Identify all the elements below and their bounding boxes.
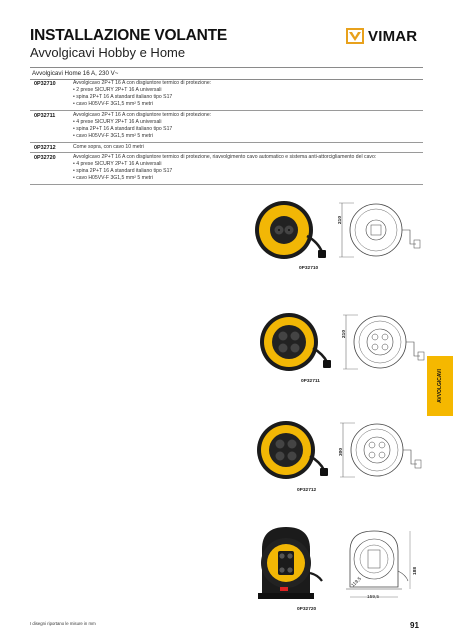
- product-feature: • cavo H05VV-F 3G1,5 mm² 5 metri: [73, 175, 153, 181]
- product-code: 0P32720: [34, 155, 56, 161]
- product-feature: • cavo H05VV-F 3G1,5 mm² 5 metri: [73, 101, 153, 107]
- product-code: 0P32711: [34, 113, 56, 119]
- product-feature: • spina 2P+T 16 A standard italiano tipo S17: [73, 126, 173, 132]
- product-feature: • cavo H05VV-F 3G1,5 mm² 5 metri: [73, 133, 153, 139]
- product-feature: • spina 2P+T 16 A standard italiano tipo S17: [73, 168, 173, 174]
- vimar-emblem-icon: [346, 28, 364, 44]
- page-title: INSTALLAZIONE VOLANTE: [30, 27, 228, 44]
- brand-logo: [346, 26, 417, 46]
- dimension-label: 300: [339, 447, 344, 456]
- page-subtitle: Avvolgicavi Hobby e Home: [30, 45, 186, 60]
- technical-drawing: [340, 527, 420, 605]
- table-heading: Avvolgicavi Home 16 A, 230 V~: [32, 70, 119, 77]
- product-caption: 0P32710: [299, 266, 319, 271]
- product-code: 0P32710: [34, 81, 56, 87]
- table-top-rule: [30, 67, 423, 68]
- product-caption: 0P32712: [297, 488, 317, 493]
- technical-drawing: [334, 200, 424, 260]
- product-description: Avvolgicavo 2P+T 16 A con disgiuntore termico di protezione:: [73, 80, 212, 86]
- product-description: Avvolgicavo 2P+T 16 A con disgiuntore termico di protezione:: [73, 112, 212, 118]
- automatic-cable-reel-photo: [252, 523, 327, 603]
- dimension-label: 188: [413, 566, 418, 575]
- product-caption: 0P32711: [301, 379, 320, 384]
- product-description: Avvolgicavo 2P+T 16 A con disgiuntore termico di protezione, riavvolgimento cavo automatico e sistema anti-attorcigliamento del cavo:: [73, 154, 377, 160]
- dimension-label: 210: [338, 215, 343, 224]
- section-side-tab-label: AVVOLGICAVI: [437, 369, 443, 403]
- product-description: Come sopra, con cavo 10 metri: [73, 144, 144, 150]
- cable-reel-photo: [254, 418, 334, 483]
- section-side-tab: [427, 356, 453, 416]
- footer-note: I disegni riportano le misure in mm: [30, 621, 96, 626]
- row-separator: [30, 142, 423, 143]
- dimension-label: 119,5: [351, 576, 363, 589]
- product-caption: 0P32720: [297, 607, 317, 612]
- product-feature: • 4 prese SICURY 2P+T 16 A universali: [73, 119, 162, 125]
- page-number: 91: [410, 621, 419, 630]
- product-feature: • 2 prese SICURY 2P+T 16 A universali: [73, 87, 162, 93]
- dimension-label: 159,5: [367, 595, 380, 600]
- product-code: 0P32712: [34, 145, 56, 151]
- dimension-label: 210: [342, 329, 347, 338]
- row-separator: [30, 184, 423, 185]
- cable-reel-photo: [257, 310, 337, 375]
- product-feature: • 4 prese SICURY 2P+T 16 A universali: [73, 161, 162, 167]
- brand-name: VIMAR: [368, 27, 418, 45]
- product-feature: • spina 2P+T 16 A standard italiano tipo S17: [73, 94, 173, 100]
- row-separator: [30, 152, 423, 153]
- cable-reel-photo: [252, 198, 332, 263]
- technical-drawing: [335, 420, 425, 480]
- technical-drawing: [338, 312, 428, 372]
- row-separator: [30, 110, 423, 111]
